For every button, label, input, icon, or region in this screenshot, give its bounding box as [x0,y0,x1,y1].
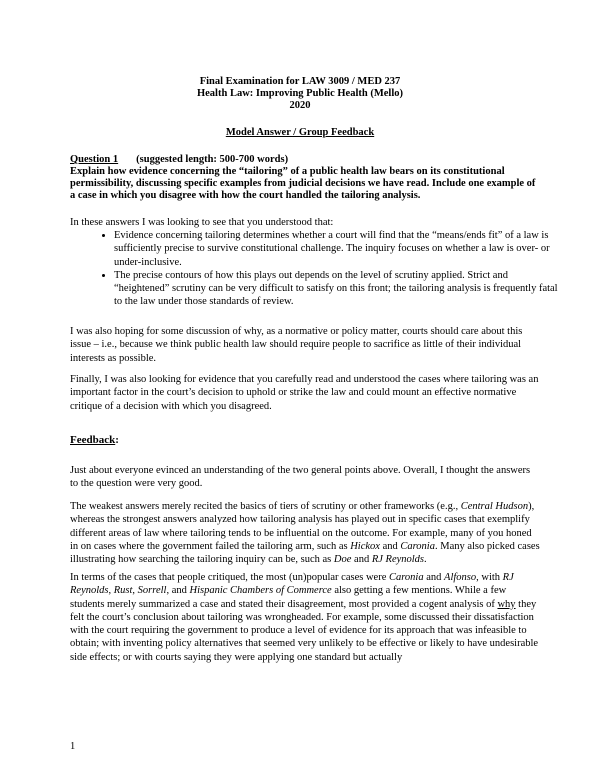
text-run: and [379,540,401,552]
exam-title: Final Examination for LAW 3009 / MED 237 [199,76,401,87]
text-run: In terms of the cases that people critiqued, the most (un)popular cases were [70,572,389,583]
bullet-item: • Evidence concerning tailoring determines whether a court will find that the “means/ends fit” of a law is sufficiently precise to survive constitutional challenge. The inquiry focuses on whether a law is over- or under-inclusive. [114,229,562,269]
text-run: , and [166,585,190,597]
course-title: Health Law: Improving Public Health (Mello) [196,88,403,99]
answer-bullet-list [92,229,562,309]
question-prompt: Explain how evidence concerning the “tailoring” of a public health law bears on its constitutional permissibility, discussing specific examples from judicial decisions we have read. Include one example of a case in which you disagree with how the court handled the tailoring analysis. [70,166,536,201]
paragraph-weakest [70,500,540,566]
page-number: 1 [70,741,76,752]
text-run: they felt the court’s conclusion about tailoring was wrongheaded. For example, some discussed their dissatisfaction with the court requiring the government to produce a level of evidence for its approach that was infeasible to obtain; with inventing policy alternatives that seemed very unlikely to be effective or likely to have undesirable side effects; or with courts saying they were applying one standard but actually [70,598,539,663]
case-name: Doe [333,554,352,566]
question-length: (suggested length: 500-700 words) [136,154,289,165]
text-run: The weakest answers merely recited the basics of tiers of scrutiny or other frameworks (e.g., [70,501,461,512]
case-name: Rust [113,585,133,597]
text-run: and [351,554,372,566]
text-run: and [423,572,445,583]
text-run: , [108,585,114,597]
text-run: also getting a few mentions. While a few students merely summarized a case and stated their disagreement, most provided a cogent analysis of [70,585,507,610]
case-name: Hickox [350,540,380,552]
emphasis-why: why [497,598,516,610]
case-name: RJ Reynolds [371,554,425,566]
text-run: , with [476,572,503,583]
case-name: Central Hudson [460,501,529,512]
model-answer-heading: Model Answer / Group Feedback [225,127,375,138]
feedback-heading-text: Feedback [70,434,116,446]
answer-intro: In these answers I was looking to see that you understood that: [70,217,334,228]
feedback-heading [70,434,119,446]
paragraph-cases-critiqued [70,571,540,664]
text-run: , [132,585,138,597]
question-label: Question 1 [70,154,119,165]
case-name: Caronia [400,540,435,552]
case-name: Sorrell [137,585,167,597]
case-name: Hispanic Chambers of Commerce [189,585,332,597]
paragraph-everyone: Just about everyone evinced an understanding of the two general points above. Overall, I thought the answers to the question were very good. [70,465,531,490]
case-name: RJ Reynolds [70,572,514,597]
question-header [70,154,288,165]
paragraph-hoping: I was also hoping for some discussion of why, as a normative or policy matter, courts should care about this issue – i.e., because we think public health law should require people to sacrifice as little of their individual interests as possible. [70,326,523,364]
exam-year: 2020 [289,100,311,111]
text-run: ), whereas the strongest answers analyzed how tailoring analysis has played out in specific cases that exemplify different areas of law where tailoring tends to be influential on the outcome. For example, many of you honed in on cases where the government failed the tailoring arm, such as [70,501,535,552]
text-run: . Many also picked cases illustrating how searching the tailoring inquiry can be, such as [70,540,540,566]
case-name: Alfonso [444,572,477,583]
paragraph-finally: Finally, I was also looking for evidence that you carefully read and understood the cases where tailoring was an important factor in the court’s decision to uphold or strike the law and could mount an effective normative critique of a decision with which you disagreed. [70,374,539,412]
text-run: . [424,554,427,566]
feedback-heading-colon: : [115,434,119,446]
bullet-item: • The precise contours of how this plays out depends on the level of scrutiny applied. Strict and “heightened” scrutiny can be very difficult to satisfy on this front; the tailoring analysis is frequently fatal to the law under those standards of review. [114,269,562,309]
case-name: Caronia [388,572,424,583]
